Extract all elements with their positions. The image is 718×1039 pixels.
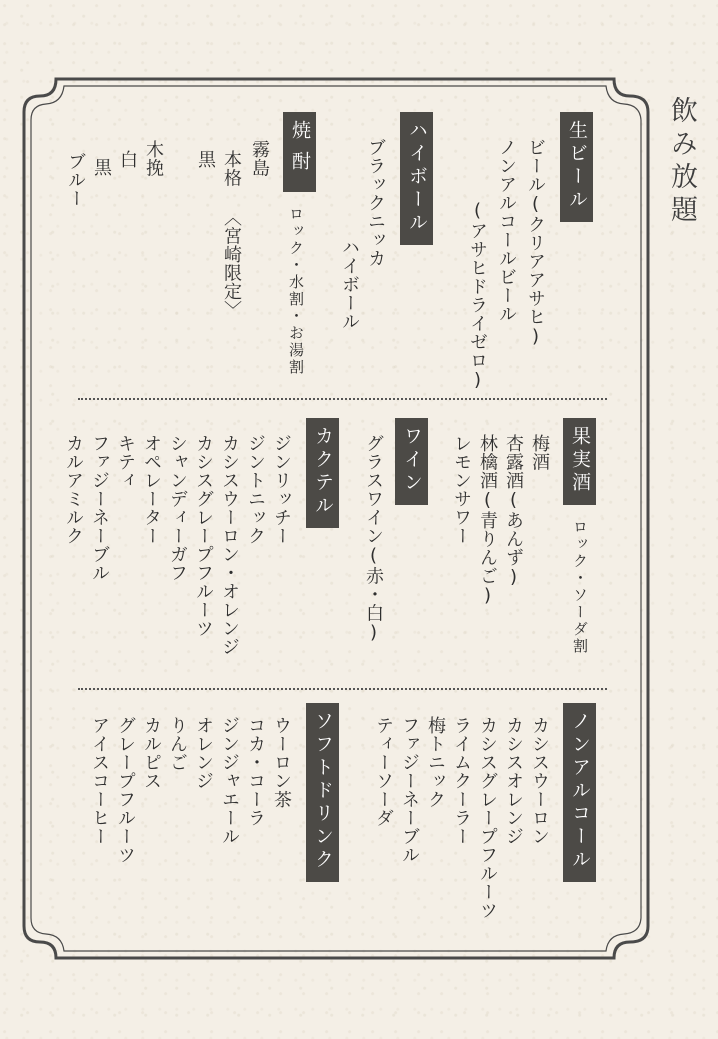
wine-item-1: グラスワイン(赤・白) [363,434,384,644]
shochu-item-kirishima: 霧島 [249,140,270,177]
shochu-item-kobiki-kuro: 黒 [91,158,112,177]
fruit-liquor-item-4: レモンサワー [451,434,472,545]
soft-drink-item-8: アイスコーヒー [89,716,110,846]
beer-item-2: ノンアルコールビール [496,138,517,323]
fruit-liquor-item-3: 林檎酒(青りんご) [477,434,498,607]
soft-drink-item-5: りんご [167,716,188,772]
section-label-beer: 生ビール [560,112,593,222]
cocktail-item-7: キティ [115,434,136,490]
soft-drink-item-3: ジンジャエール [219,716,240,846]
soft-drink-item-6: カルピス [141,716,162,790]
non-alcohol-item-6: ファジーネーブル [399,716,420,864]
beer-item-3: (アサヒドライゼロ) [467,200,488,391]
highball-item-1: ブラックニッカ [365,138,386,268]
cocktail-item-6: オペレーター [141,434,162,545]
cocktail-item-9: カルアミルク [63,434,84,545]
shochu-item-shiro: 白 [117,150,138,169]
non-alcohol-item-2: カシスオレンジ [503,716,524,846]
section-label-fruit-liquor: 果実酒 [563,418,596,505]
non-alcohol-item-3: カシスグレープフルーツ [477,716,498,920]
soft-drink-item-4: オレンジ [193,716,214,790]
non-alcohol-item-7: ティーソーダ [373,716,394,827]
shochu-item-miyazaki: 〈宮崎限定〉 [221,208,242,319]
shochu-item-kuro: 黒 [195,150,216,169]
fruit-liquor-item-2: 杏露酒(あんず) [503,434,524,588]
shochu-item-kobiki: 木挽 [143,140,164,177]
soft-drink-item-7: グレープフルーツ [115,716,136,864]
fruit-liquor-item-1: 梅酒 [529,434,550,471]
section-label-cocktail: カクテル [306,418,339,528]
shochu-style: ロック・水割・お湯割 [287,206,305,376]
fruit-liquor-style: ロック・ソーダ割 [571,519,589,655]
cocktail-item-3: カシスウーロン・オレンジ [219,434,240,656]
soft-drink-item-2: コカ・コーラ [245,716,266,827]
shochu-item-kobiki-blue: ブルー [65,152,86,208]
soft-drink-item-1: ウーロン茶 [271,716,292,809]
divider-2 [78,688,607,690]
cocktail-item-4: カシスグレープフルーツ [193,434,214,638]
section-label-wine: ワイン [395,418,428,505]
non-alcohol-item-1: カシスウーロン [529,716,550,846]
cocktail-item-2: ジントニック [245,434,266,545]
section-label-highball: ハイボール [400,112,433,245]
shochu-item-honkaku: 本格 [221,150,242,187]
cocktail-item-5: シャンディーガフ [167,434,188,582]
beer-item-1: ビール(クリアアサヒ) [525,138,546,348]
cocktail-item-8: ファジーネーブル [89,434,110,582]
section-label-non-alcohol: ノンアルコール [563,703,596,882]
divider-1 [78,398,607,400]
non-alcohol-item-4: ライムクーラー [451,716,472,846]
page-title: 飲み放題 [666,96,697,228]
cocktail-item-1: ジンリッチー [271,434,292,545]
non-alcohol-item-5: 梅トニック [425,716,446,809]
section-label-shochu: 焼酎 [283,112,316,192]
highball-item-2: ハイボール [339,238,360,331]
section-label-soft-drink: ソフトドリンク [306,703,339,882]
